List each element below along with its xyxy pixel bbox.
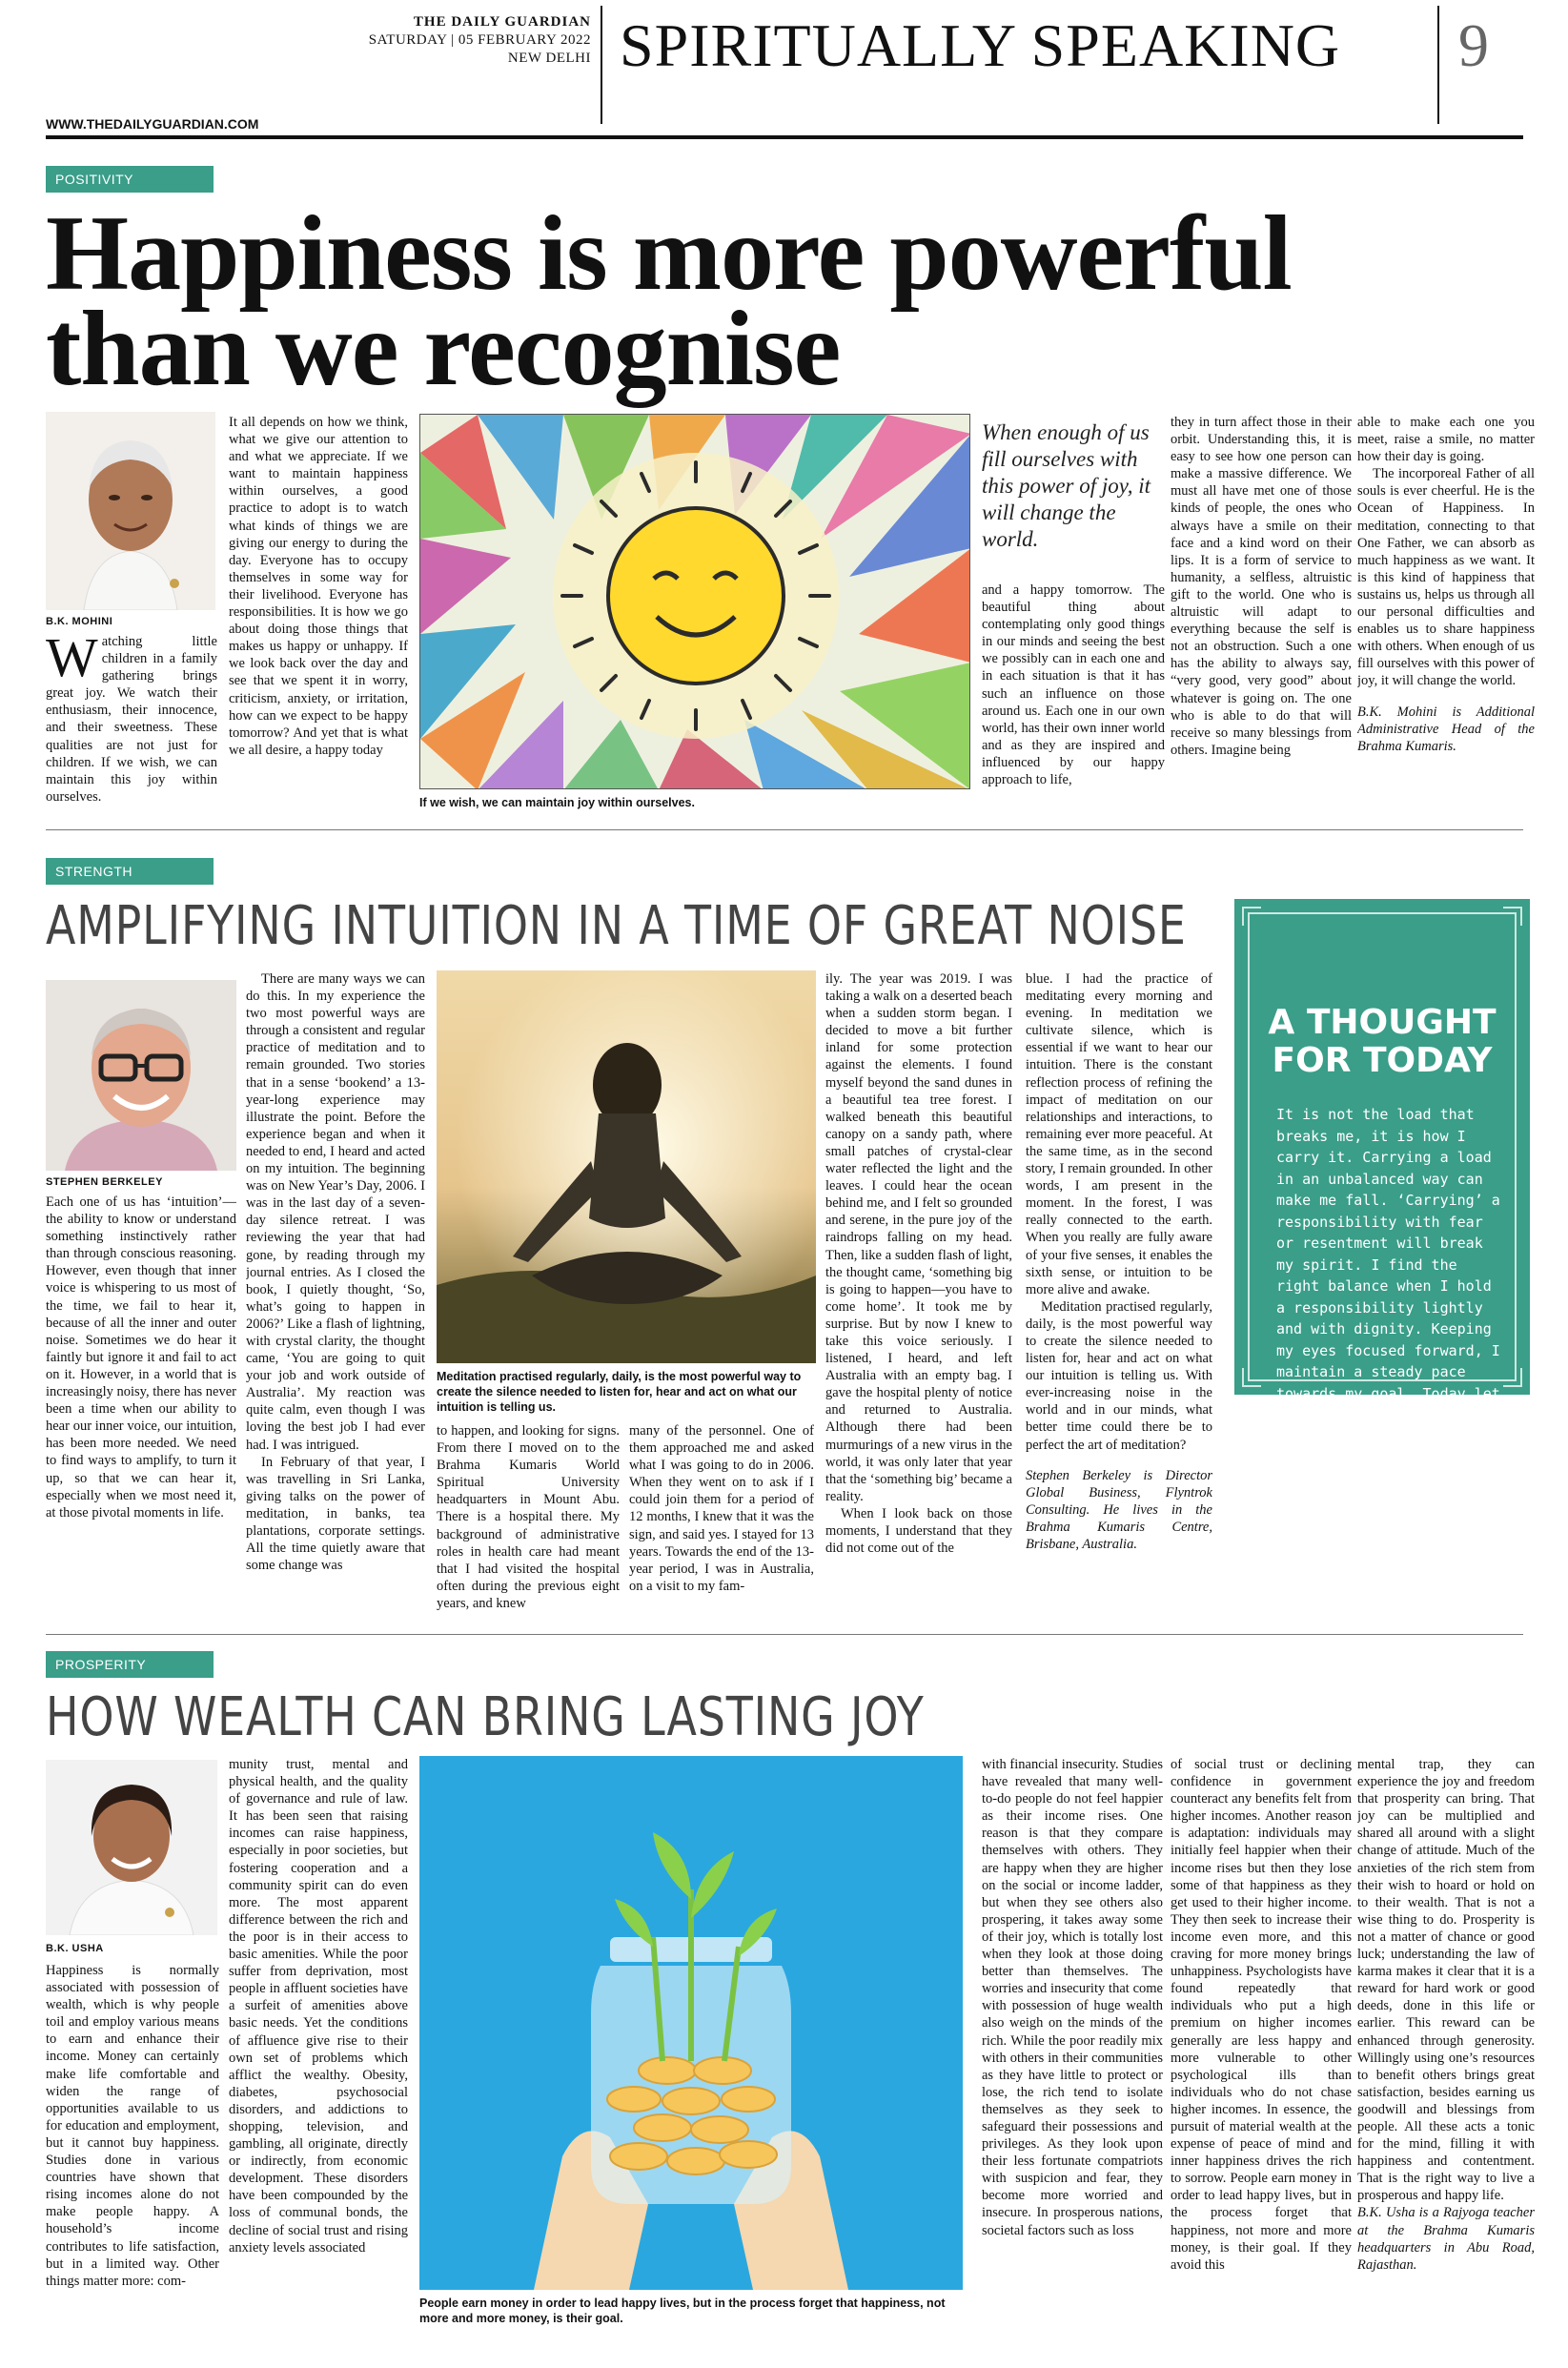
article3-column-4: of social trust or declining confidence in government counteract any benefits felt from higher incomes. Another reason is adaptation: individuals may initially feel happier when their income rises but then they lose some of that happiness as they get used to their higher income. They then seek to increase their income even more, and this craving for more money brings unhappiness. Psychologists have found repeatedly that individuals who put a high premium on higher incomes generally are less happy and more vulnerable to other psychological ills than individuals who do not chase higher incomes. In essence, the pursuit of material wealth at the expense of peace of mind and inner happiness drives the rich to sorrow. People earn money in order to lead happy lives, but in the process forget that happiness, not more and more money, is their goal. If they avoid this bbox=[1171, 1757, 1352, 2273]
page-number: 9 bbox=[1458, 11, 1489, 79]
author-photo-mohini bbox=[46, 412, 215, 610]
thought-for-today-box bbox=[1234, 899, 1530, 1466]
newspaper-name: THE DAILY GUARDIAN bbox=[413, 14, 591, 30]
thought-text: It is not the load that breaks me, it is how I carry it. Carrying a load in an unbalanced way can make me fall. ‘Carrying’ a responsibility with fear or resentment will break my spirit. I find the right balance when I hold a responsibility lightly and with dignity. Keeping my eyes focused forward, I maintain a steady pace towards my goal. Today let me carry my responsibilities in a balanced way. bbox=[1276, 1106, 1500, 1466]
article1-byline: B.K. MOHINI bbox=[46, 616, 113, 627]
article1-column-2: It all depends on how we think, what we give our attention to and what we appreciate. If we want to maintain happiness within ourselves, a good practice to adopt is to watch what kinds of things we are giving our energy to during the day. Everyone has to occupy themselves in some way for their livelihood. Everyone has responsibilities. It is how we go about doing those things that makes us happy or unhappy. If we look back over the day and see that we spent it in worry, criticism, anxiety, or irritation, how can we expect to be happy tomorrow? And yet that is what we all desire, a happy today bbox=[229, 415, 408, 758]
article1-pull-quote: When enough of us fill ourselves with this power of joy, it will change the world. bbox=[982, 420, 1151, 551]
author-photo-berkeley bbox=[46, 980, 236, 1171]
article2-column-2: There are many ways we can do this. In my experience the two most powerful ways are through a consistent and regular practice of meditation and to remain grounded. Two stories that in a sense ‘bookend’ a 13-year-long experience may illustrate the point. Before the experience began and when it needed to end, I heard and acted on my intuition. The beginning was on New Year’s Day, 2006. I was in the last day of a seven-day silence retreat. I was reviewing the year that had gone, by reading through my journal entries. As I closed the book, I quietly thought, ‘So, what’s going to happen in 2006?’ Like a flash of lightning, with crystal clarity, the thought came, ‘You are going to quit your job and work outside of Australia’. My reaction was quite calm, even though I was loving the best job I had ever had. I was intrigued. In February of that year, I was travelling in Sri Lanka, giving talks on the power of meditation, in banks, tea plantations, corporate settings. All the time quietly aware that some change was bbox=[246, 971, 425, 1574]
article2-headline: AMPLIFYING INTUITION IN A TIME OF GREAT NOISE bbox=[46, 895, 1187, 957]
article3-headline: HOW WEALTH CAN BRING LASTING JOY bbox=[46, 1686, 925, 1748]
meditation-photo bbox=[437, 970, 816, 1363]
masthead-divider bbox=[601, 6, 602, 124]
dropcap: W bbox=[46, 633, 98, 688]
headline-line-2: than we recognise bbox=[46, 290, 841, 408]
headline-line-1: Happiness is more powerful bbox=[46, 194, 1292, 313]
author-photo-usha bbox=[46, 1760, 217, 1935]
masthead-info bbox=[219, 13, 591, 68]
article2-byline: STEPHEN BERKELEY bbox=[46, 1176, 163, 1188]
section-tag-prosperity: PROSPERITY bbox=[46, 1651, 214, 1678]
article1-column-4: they in turn affect those in their orbit. Understanding this, it is easy to see how one person can make a massive difference. We must all have met one of those kinds of people, the ones who always have a smile on their face and a kind word on their lips. It is a form of service to humanity, a selfless, altruistic gift to the world. One who is altruistic will adapt to everything because the self is not an obstruction. Such a one has the ability to always say, “very good, very good” about whatever is going on. The one who is able to do that will receive so many blessings from others. Imagine being bbox=[1171, 415, 1352, 758]
coin-jar-illustration bbox=[419, 1756, 963, 2290]
article-divider bbox=[46, 829, 1523, 830]
corner-ornament bbox=[1503, 907, 1522, 926]
masthead-divider-2 bbox=[1437, 6, 1439, 124]
article1-column-5: able to make each one you meet, raise a smile, no matter how their day is going. The incorporeal Father of all souls is ever cheerful. He is the Ocean of Happiness. In meditation, connecting to that One Father, we can absorb as much happiness as we want. It is this kind of happiness that sustains us, helps us through all our personal difficulties and enables us to share happiness with others. When enough of us fill ourselves with this power of joy, it will change the world. B.K. Mohini is Additional Administrative Head of the Brahma Kumaris. bbox=[1357, 415, 1535, 754]
article3-column-2: munity trust, mental and physical health, and the quality of governance and rule of law. It has been seen that raising incomes can raise happiness, especially in poor societies, but fostering cooperation and a community spirit can do even more. The most apparent difference between the rich and the poor is in their access to basic amenities. While the poor suffer from deprivation, most people in affluent societies have a surfeit of amenities above basic needs. Yet the conditions of affluence give rise to their own set of problems which afflict the wealthy. Obesity, diabetes, psychosocial disorders, and addictions to shopping, television, and gambling, all originate, directly or indirectly, from economic development. These disorders have been compounded by the loss of communal bonds, the decline of social trust and rising anxiety levels associated bbox=[229, 1757, 408, 2256]
article-divider bbox=[46, 1634, 1523, 1635]
website-link[interactable]: WWW.THEDAILYGUARDIAN.COM bbox=[46, 116, 259, 132]
article3-byline: B.K. USHA bbox=[46, 1943, 104, 1954]
article2-author-note: Stephen Berkeley is Director Global Business, Flyntrok Consulting. He lives in the Brahma Kumaris Centre, Brisbane, Australia. bbox=[1026, 1467, 1212, 1552]
article3-photo-caption: People earn money in order to lead happy lives, but in the process forget that happiness, not more and more money, is their goal. bbox=[419, 2297, 946, 2325]
issue-city: NEW DELHI bbox=[507, 51, 591, 66]
article2-column-3: to happen, and looking for signs. From there I moved on to the Brahma Kumaris World Spiritual University headquarters in Mount Abu. There is a hospital there. My background of administrative roles in health care had meant that I had visited the hospital often during the previous eight years, and knew bbox=[437, 1423, 620, 1611]
issue-date: SATURDAY | 05 FEBRUARY 2022 bbox=[368, 32, 591, 48]
article2-column-6: blue. I had the practice of meditating every morning and evening. In meditation we cultivate silence, which is essential if we want to hear our intuition. There is the constant reflection process of refining the impact of meditation on our relationships and interactions, to remaining ever more peaceful. At the same time, as in the second story, I remain grounded. In other words, I am present in the moment. In the forest, I was really connected to the earth. When you really are fully aware of your five senses, it enables the sixth sense, or intuition to be more alive and awake. Meditation practised regularly, daily, is the most powerful way to create the silence needed to listen for, hear and act on what our intuition is telling us. With ever-increasing noise in the world and in our minds, what better time could there be to perfect the art of meditation? Stephen Berkeley is Director Global Business, Flyntrok Consulting. He lives in the Brahma Kumaris Centre, Brisbane, Australia. bbox=[1026, 971, 1212, 1552]
article2-column-5: ily. The year was 2019. I was taking a walk on a deserted beach when a sudden storm began. I decided to move a bit further inland for some protection against the elements. I found myself beyond the sand dunes in a beautiful tea tree forest. I walked beneath this beautiful canopy on a sandy path, where small patches of crystal-clear water reflected the light and the leaves. I could hear the ocean behind me, and I felt so grounded and serene, in the pure joy of the raindrops falling on my head. Then, like a sudden flash of light, the thought came, ‘something big is going to happen—you have to come home’. It took me by surprise. But by now I knew to take this voice seriously. I listened, I heard, and left Australia with an empty bag. I gave the hospital plenty of notice and returned to Australia. Although there had been murmurings of a new virus in the world, it was only later that year that the ‘something big’ became a reality. When I look back on those moments, I understand that they did not come out of the bbox=[825, 971, 1012, 1557]
article1-column-3: and a happy tomorrow. The beautiful thing about contemplating only good things in our minds and seeing the best we possibly can in each one and in each situation is that it has such an influence on those around us. Each one in our own world, has their own inner world and as they are inspired and influenced by our happy approach to life, bbox=[982, 582, 1165, 788]
article3-column-3: with financial insecurity. Studies have revealed that many well-to-do people do not feel happier as their income rises. One reason is that they compare themselves with others. They are happy when they are higher on the social or income ladder, but when they see others also prospering, it takes away some of their joy, which is totally lost when they look at those doing better than themselves. The worries and insecurity that come with possession of huge wealth also weigh on the minds of the rich. While the poor readily mix with others in their communities as they have little to protect or lose, the rich tend to isolate themselves as they seek to safeguard their possessions and privileges. As they look upon their less fortunate compatriots with suspicion and fear, they become more worried and insecure. In prosperous nations, societal factors such as loss bbox=[982, 1757, 1163, 2238]
article1-photo-caption: If we wish, we can maintain joy within ourselves. bbox=[419, 796, 695, 809]
article1-column-1: Watching little children in a family gathering brings great joy. We watch their enthusiasm, their innocence, and their sweetness. These qualities are not just for children. If we wish, we can maintain this joy within ourselves. bbox=[46, 633, 217, 805]
article3-column-1: Happiness is normally associated with possession of wealth, which is why people toil and employ various means to earn and enhance their income. Money can certainly make life comfortable and widen the range of opportunities available to us for education and employment, but it cannot buy happiness. Studies done in various countries have shown that rising incomes alone do not make people happy. A household’s income contributes to life satisfaction, but in a limited way. Other things matter more: com- bbox=[46, 1963, 219, 2289]
article1-author-note: B.K. Mohini is Additional Administrative Head of the Brahma Kumaris. bbox=[1357, 704, 1535, 754]
section-tag-strength: STRENGTH bbox=[46, 858, 214, 885]
article3-column-5: mental trap, they can experience the joy and freedom that prosperity can bring. That joy can be multiplied and shared all around with a slight change of attitude. Much of the anxieties of the rich stem from their wish to hoard or hold on to their wealth. That is not a wise thing to do. Prosperity is not a matter of chance or good luck; understanding the law of karma makes it clear that it is a reward for hard work or good deeds, done in this life or earlier. This reward can be enhanced through generosity. Willingly using one’s resources to benefit others brings great satisfaction, besides earning us goodwill and blessings from people. All these acts a tonic for the mind, filling it with happiness and contentment. That is the right way to live a prosperous and happy life. B.K. Usha is a Rajyoga teacher at the Brahma Kumaris headquarters in Abu Road, Rajasthan. bbox=[1357, 1757, 1535, 2273]
section-title: SPIRITUALLY SPEAKING bbox=[620, 11, 1341, 79]
article2-column-4: many of the personnel. One of them approached me and asked what I was going to do in 2006. When they went on to ask if I could join them for a period of 12 months, I knew that it was the sign, and said yes. I stayed for 13 years. Towards the end of the 13-year period, I was in Australia, on a visit to my fam- bbox=[629, 1423, 814, 1594]
corner-ornament bbox=[1242, 907, 1261, 926]
article2-photo-caption: Meditation practised regularly, daily, is the most powerful way to create the silence needed to listen for, hear and act on what our intuition is telling us. bbox=[437, 1370, 802, 1414]
thought-title: A THOUGHT FOR TODAY bbox=[1268, 1003, 1497, 1080]
article3-author-note: B.K. Usha is a Rajyoga teacher at the Brahma Kumaris headquarters in Abu Road, Rajasthan. bbox=[1357, 2205, 1535, 2273]
masthead-rule bbox=[46, 135, 1523, 139]
sun-and-hands-illustration bbox=[419, 414, 970, 789]
article1-headline bbox=[46, 194, 1533, 408]
section-tag-positivity: POSITIVITY bbox=[46, 166, 214, 193]
corner-ornament bbox=[1242, 1368, 1261, 1387]
article2-column-1: Each one of us has ‘intuition’—the ability to know or understand something instinctively rather than through conscious reasoning. However, even though that inner voice is whispering to us most of the time, we fail to hear it, because of all the inner and outer noise. Sometimes we do hear it faintly but ignore it and fail to act on it. However, in a world that is increasingly noisy, there has never been a time when our ability to hear our inner voice, our intuition, has been more needed. We need to find ways to amplify, to turn it up, so that we can hear it, especially when we most need it, at those pivotal moments in life. bbox=[46, 1194, 236, 1521]
corner-ornament bbox=[1503, 1368, 1522, 1387]
